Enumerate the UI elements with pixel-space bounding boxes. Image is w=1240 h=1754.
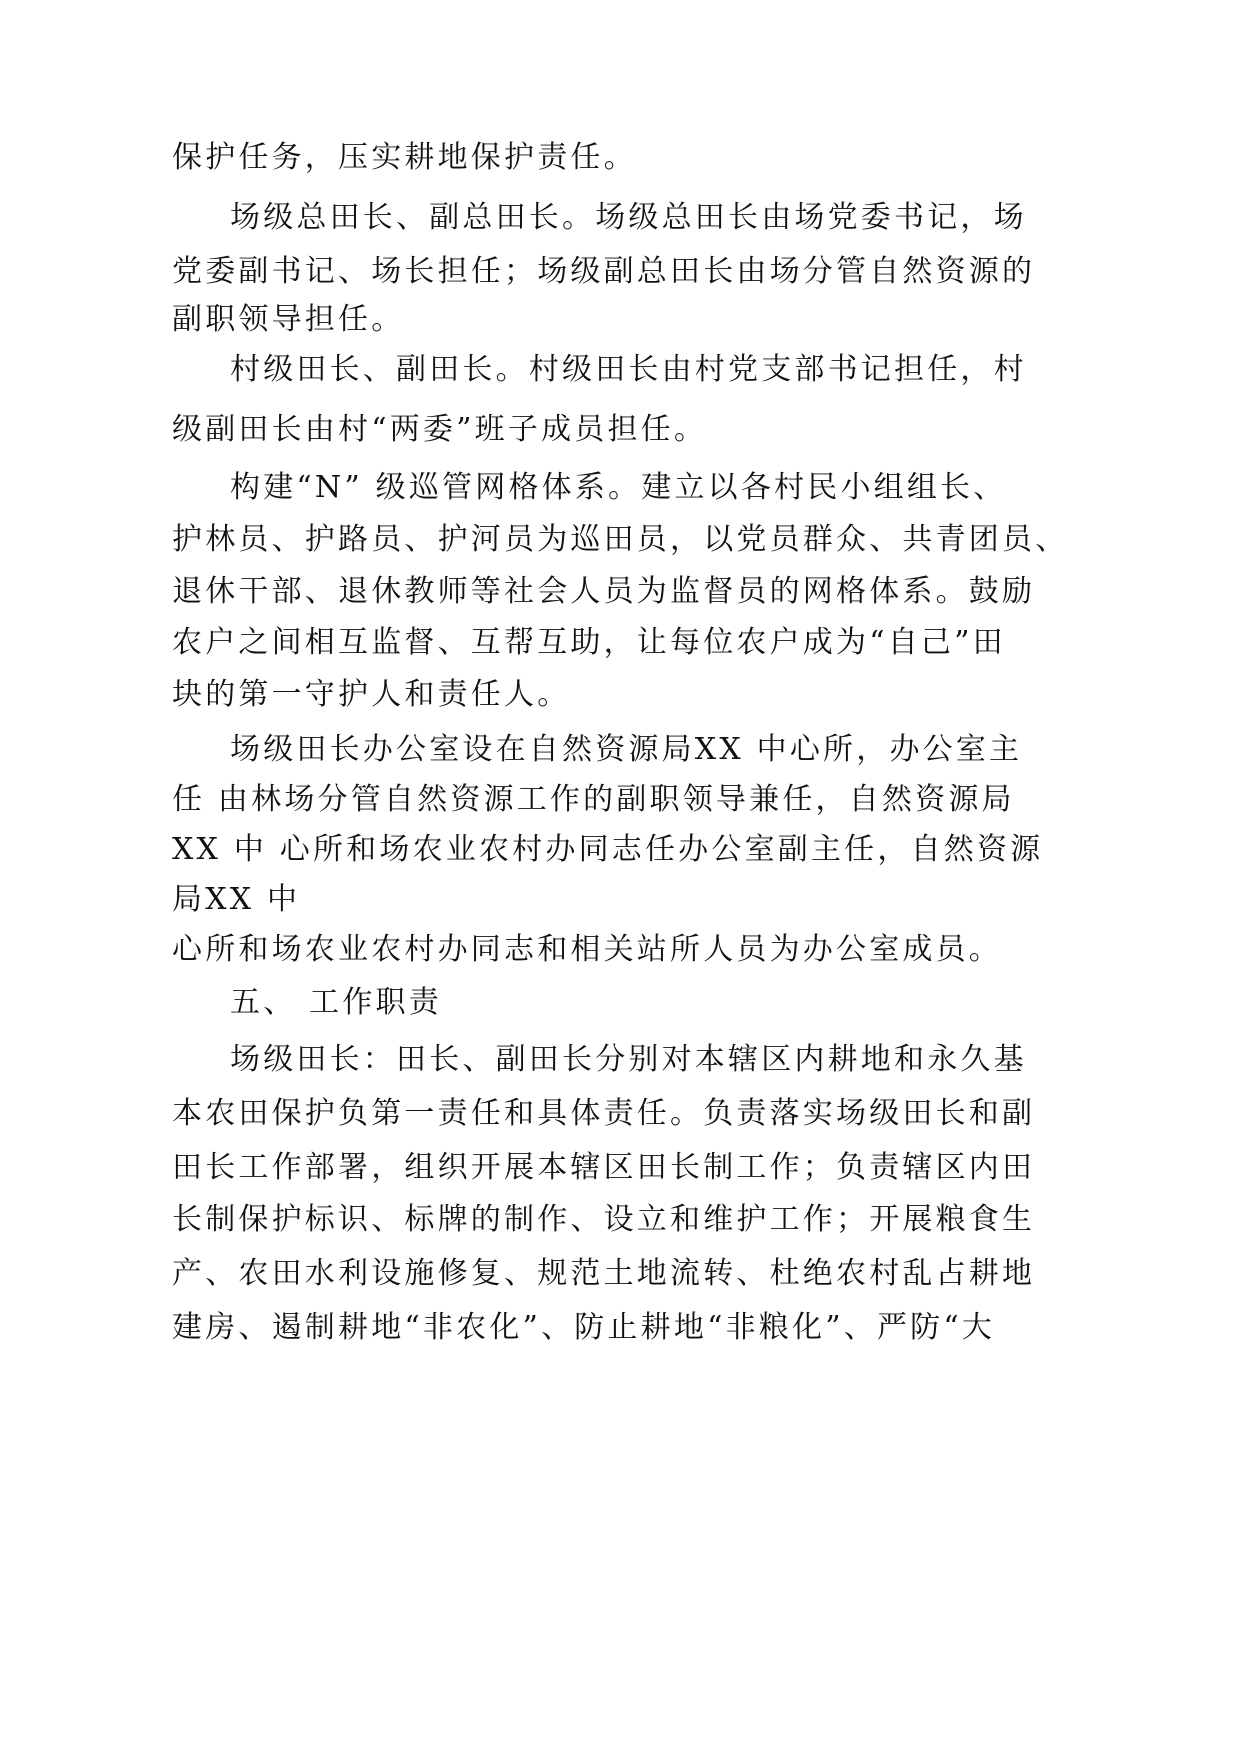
text-line: 级副田长由村“两委”班子成员担任。 xyxy=(172,412,708,447)
text-line: 农户之间相互监督、互帮互助，让每位农户成为“自己”田 xyxy=(172,625,1006,660)
text-line: 副职领导担任。 xyxy=(172,302,405,337)
text-line: 心所和场农业农村办同志和相关站所人员为办公室成员。 xyxy=(172,932,1002,967)
text-line: 产、农田水利设施修复、规范土地流转、杜绝农村乱占耕地 xyxy=(172,1256,1036,1291)
text-line: 保护任务，压实耕地保护责任。 xyxy=(172,140,637,175)
text-line: 村级田长、副田长。村级田长由村党支部书记担任，村 xyxy=(230,352,1027,387)
text-line: 本农田保护负第一责任和具体责任。负责落实场级田长和副 xyxy=(172,1096,1036,1131)
text-line: 场级总田长、副总田长。场级总田长由场党委书记，场 xyxy=(230,200,1027,235)
section-heading: 五、 工作职责 xyxy=(230,985,442,1020)
text-line: 退休干部、退休教师等社会人员为监督员的网格体系。鼓励 xyxy=(172,574,1036,609)
text-line: XX 中 心所和场农业农村办同志任办公室副主任，自然资源 xyxy=(172,832,1044,867)
text-line: 块的第一守护人和责任人。 xyxy=(172,677,571,712)
text-line: 场级田长：田长、副田长分别对本辖区内耕地和永久基 xyxy=(230,1042,1027,1077)
text-line: 长制保护标识、标牌的制作、设立和维护工作；开展粮食生 xyxy=(172,1202,1036,1237)
text-line: 场级田长办公室设在自然资源局XX 中心所，办公室主 xyxy=(230,732,1023,767)
text-line: 田长工作部署，组织开展本辖区田长制工作；负责辖区内田 xyxy=(172,1150,1036,1185)
text-line: 局XX 中 xyxy=(172,882,301,917)
text-line: 党委副书记、场长担任；场级副总田长由场分管自然资源的 xyxy=(172,254,1036,289)
text-line: 护林员、护路员、护河员为巡田员，以党员群众、共青团员、 xyxy=(172,522,1069,557)
text-line: 构建“N” 级巡管网格体系。建立以各村民小组组长、 xyxy=(230,470,1007,505)
text-line: 任 由林场分管自然资源工作的副职领导兼任，自然资源局 xyxy=(172,782,1015,817)
text-line: 建房、遏制耕地“非农化”、防止耕地“非粮化”、严防“大 xyxy=(172,1310,996,1345)
